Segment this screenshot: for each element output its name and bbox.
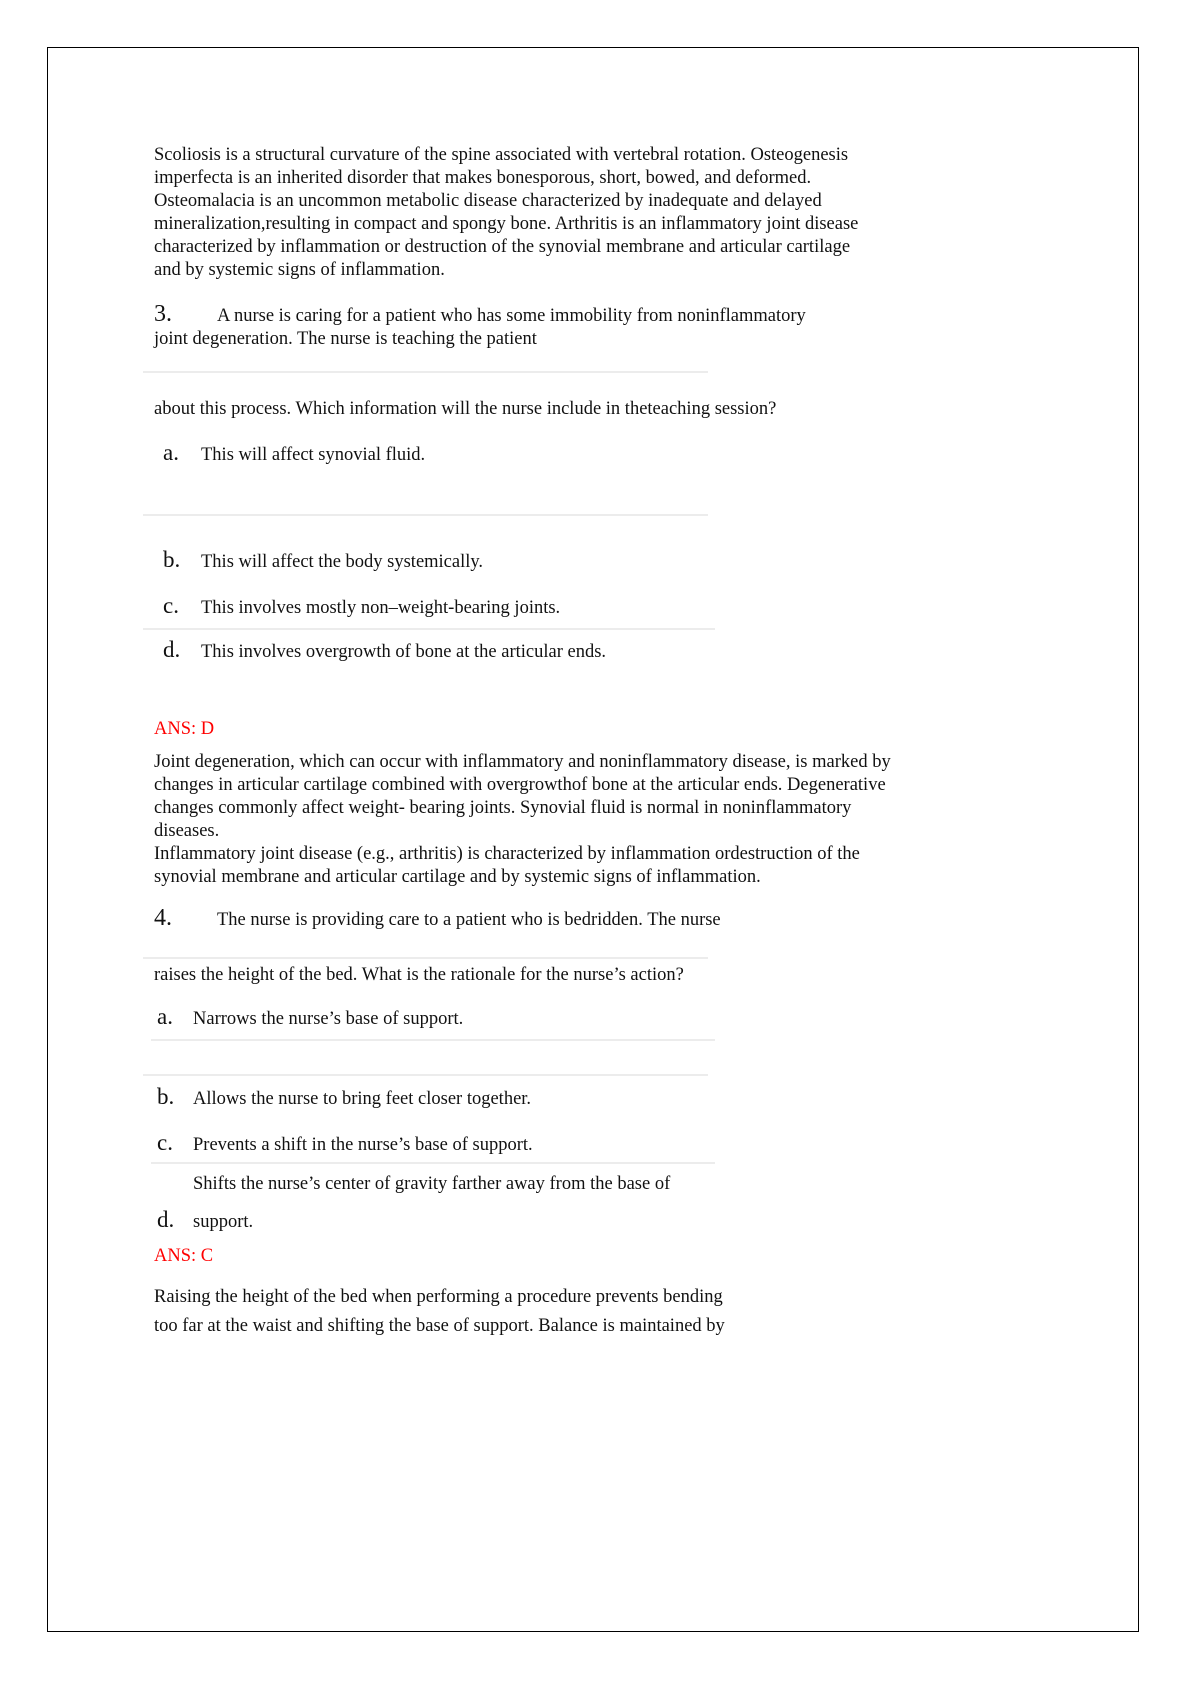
option-letter: d. — [157, 1207, 175, 1232]
question-stem: joint degeneration. The nurse is teaching the patient — [154, 329, 537, 349]
intro-line: characterized by inflammation or destruction of the synovial membrane and articular cartilage — [154, 237, 851, 257]
option-text: support. — [193, 1212, 254, 1232]
divider — [143, 371, 708, 373]
option-text: Narrows the nurse’s base of support. — [193, 1009, 464, 1029]
divider — [143, 628, 715, 630]
option-letter: c. — [157, 1130, 173, 1155]
question-number: 4. — [154, 905, 172, 931]
option-letter: d. — [163, 637, 181, 662]
intro-line: Scoliosis is a structural curvature of the spine associated with vertebral rotation. Osteogenesis — [154, 145, 849, 165]
rationale-line: Raising the height of the bed when performing a procedure prevents bending — [154, 1287, 723, 1307]
option-letter: c. — [163, 593, 179, 618]
divider — [151, 1162, 715, 1164]
answer-label: ANS: C — [154, 1246, 214, 1266]
intro-line: Osteomalacia is an uncommon metabolic disease characterized by inadequate and delayed — [154, 191, 822, 211]
option-letter: a. — [157, 1004, 173, 1029]
rationale-line: diseases. — [154, 821, 220, 841]
intro-line: imperfecta is an inherited disorder that makes bonesporous, short, bowed, and deformed. — [154, 168, 812, 188]
rationale-line: changes commonly affect weight- bearing joints. Synovial fluid is normal in noninflammatory — [154, 798, 852, 818]
option-text: Shifts the nurse’s center of gravity farther away from the base of — [193, 1174, 671, 1194]
question-stem: A nurse is caring for a patient who has some immobility from noninflammatory — [217, 306, 806, 326]
option-letter: b. — [163, 547, 181, 572]
option-text: Prevents a shift in the nurse’s base of support. — [193, 1135, 533, 1155]
divider — [143, 514, 708, 516]
rationale-line: too far at the waist and shifting the base of support. Balance is maintained by — [154, 1316, 725, 1336]
intro-line: and by systemic signs of inflammation. — [154, 260, 445, 280]
answer-label: ANS: D — [154, 719, 215, 739]
question-stem: about this process. Which information will the nurse include in theteaching session? — [154, 399, 777, 419]
question-stem: The nurse is providing care to a patient who is bedridden. The nurse — [217, 910, 721, 930]
rationale-line: synovial membrane and articular cartilage and by systemic signs of inflammation. — [154, 867, 761, 887]
option-text: This involves overgrowth of bone at the articular ends. — [201, 642, 607, 662]
divider — [143, 1074, 708, 1076]
rationale-line: Joint degeneration, which can occur with inflammatory and noninflammatory disease, is marked by — [154, 752, 891, 772]
option-text: This will affect the body systemically. — [201, 552, 484, 572]
intro-line: mineralization,resulting in compact and spongy bone. Arthritis is an inflammatory joint disease — [154, 214, 859, 234]
question-stem: raises the height of the bed. What is the rationale for the nurse’s action? — [154, 965, 684, 985]
option-text: This will affect synovial fluid. — [201, 445, 426, 465]
rationale-line: changes in articular cartilage combined with overgrowthof bone at the articular ends. Degenerative — [154, 775, 886, 795]
question-number: 3. — [154, 301, 172, 327]
option-letter: b. — [157, 1084, 175, 1109]
rationale-line: Inflammatory joint disease (e.g., arthritis) is characterized by inflammation ordestruction of the — [154, 844, 860, 864]
divider — [151, 1039, 715, 1041]
option-text: This involves mostly non–weight-bearing joints. — [201, 598, 561, 618]
option-text: Allows the nurse to bring feet closer together. — [193, 1089, 532, 1109]
divider — [143, 957, 708, 959]
option-letter: a. — [163, 440, 179, 465]
